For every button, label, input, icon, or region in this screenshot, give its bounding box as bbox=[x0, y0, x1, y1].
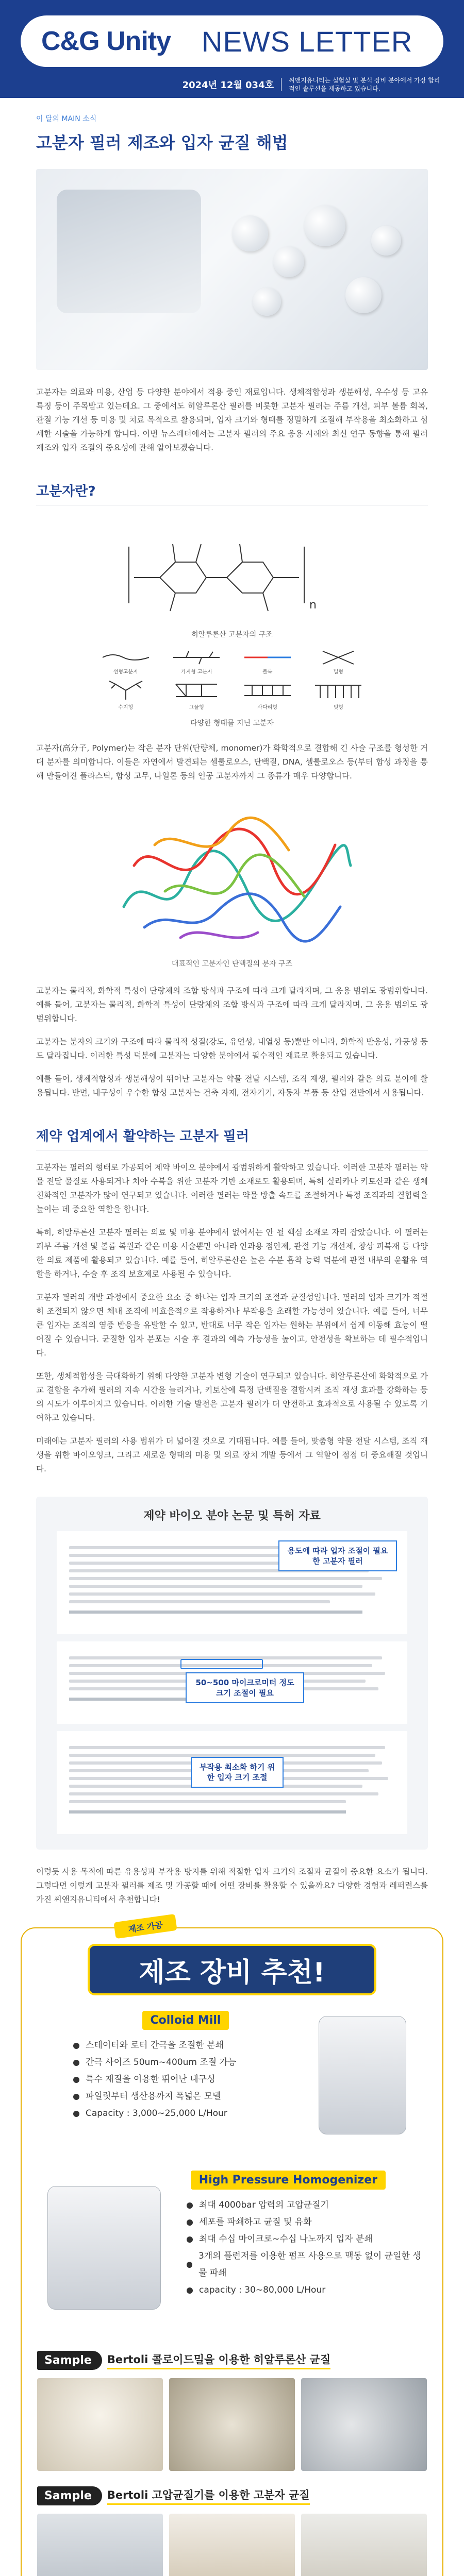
figure-caption: 히알루론산 고분자의 구조 bbox=[191, 631, 273, 639]
research-paper-box bbox=[36, 1497, 428, 1850]
callout-particle-control: 용도에 따라 입자 조절이 필요한 고분자 필러 bbox=[278, 1540, 397, 1571]
header-bar bbox=[21, 15, 443, 67]
bullet-icon bbox=[73, 2111, 79, 2117]
polymer-definition-text: 고분자(高分子, Polymer)는 작은 분자 단위(단량체, monomer)가 화학적으로 결합해 긴 사슬 구조를 형성한 거대 분자를 의미합니다. 이들은 자연에서 발견되는 셀룰로오스, 단백질, DNA, 셀룰로오스 등(부터 합성 과정을 통해 만들어진 플라스틱, 합성 고무, 나일론 등의 인공 고분자까지 그 종류가 매우 다양합니다. bbox=[36, 743, 428, 781]
polymer-shape bbox=[311, 680, 367, 710]
equipment-recommendation bbox=[21, 1919, 443, 2576]
bullet-icon bbox=[187, 2219, 193, 2226]
figure-protein-structure bbox=[36, 793, 428, 969]
spec-item: 특수 재질을 이용한 뛰어난 내구성 bbox=[73, 2071, 427, 2088]
homogenizer-specs bbox=[187, 2197, 427, 2299]
polymer-definition-paragraph bbox=[36, 741, 428, 783]
brand-logo: C&G Unity bbox=[41, 26, 171, 56]
shape-label: 수지형 bbox=[118, 705, 134, 710]
sample-image bbox=[301, 2378, 427, 2471]
polymer-properties-paragraph: 고분자는 물리적, 화학적 특성이 단량체의 조합 방식과 구조에 따라 크게 달라지며, 그 응용 범위도 광범위합니다. 예를 들어, 고분자는 물리적, 화학적 특성이 단량체의 조합 방식과 구조에 따라 크게 달라지며, 그 응용 범위도 광범위합니다. bbox=[36, 986, 428, 1023]
polymer-shape bbox=[98, 680, 154, 710]
bullet-icon bbox=[187, 2202, 193, 2209]
pill-image bbox=[304, 205, 345, 246]
homogenizer-title: High Pressure Homogenizer bbox=[191, 2171, 386, 2190]
hero-image bbox=[36, 169, 428, 370]
pill-image bbox=[253, 287, 281, 316]
spec-item: 최대 4000bar 압력의 고압균질기 bbox=[187, 2197, 427, 2214]
spec-item: capacity : 30~80,000 L/Hour bbox=[187, 2282, 427, 2299]
homogenizer-block bbox=[37, 2171, 427, 2335]
equipment-badge: 제조 가공 bbox=[113, 1914, 177, 1939]
shape-label: 가지형 고분자 bbox=[180, 669, 212, 675]
pharma-paragraph-6: 이렇듯 사용 목적에 따른 유용성과 부작용 방지를 위해 적절한 입자 크기의 조절과 균질이 중요한 요소가 됩니다. 그렇다면 이렇게 고분자 필러를 제조 및 가공할 때에 어떤 장비를 활용할 수 있을까요? 다양한 경험과 레퍼런스를 가진 씨앤지유니티에서 추천합니다! bbox=[36, 1867, 428, 1904]
sample-image bbox=[37, 2378, 163, 2471]
bullet-icon bbox=[73, 2043, 79, 2049]
issue-number: 2024년 12월 034호 bbox=[183, 78, 281, 91]
section-tag: 이 달의 MAIN 소식 bbox=[36, 115, 97, 123]
sample-description: Bertoli 콜로이드밀을 이용한 히알루론산 균질 bbox=[107, 2351, 330, 2369]
equipment-heading: 제조 장비 추천! bbox=[88, 1944, 376, 1995]
polymer-shape bbox=[169, 680, 225, 710]
sample-tag: Sample bbox=[37, 2351, 102, 2370]
intro-paragraph: 고분자는 의료와 미용, 산업 등 다양한 분야에서 적용 중인 재료입니다. 생체적합성과 생분해성, 우수성 등 고유 특징 등이 주목받고 있는데요. 그 중에서도 히알루론산 필러를 비롯한 고분자 필러는 주름 개선, 피부 볼륨 회복, 관절 기능 개선 등 미용 및 치료 목적으로 활용되며, 입자 크기와 형태를 정밀하게 조절해 부작용을 최소화하고 섬세한 시술을 가능하게 합니다. 이번 뉴스레터에서는 고분자 필러의 주요 응용 사례와 최신 연구 동향을 통해 필러 제조와 입자 조절의 중요성에 관해 알아보겠습니다. bbox=[36, 387, 428, 452]
polymer-shape bbox=[240, 680, 295, 710]
figure-caption: 대표적인 고분자인 단백질의 분자 구조 bbox=[171, 960, 293, 968]
sample-2-header bbox=[37, 2486, 427, 2505]
shape-label: 블록 bbox=[262, 669, 273, 675]
polymer-structure-paragraph: 고분자는 분자의 크기와 구조에 따라 물리적 성질(강도, 유연성, 내열성 등)뿐만 아니라, 화학적 반응성, 가공성 등도 달라집니다. 이러한 특성 덕분에 고분자는 다양한 분야에서 필수적인 재료로 활용되고 있습니다. bbox=[36, 1037, 428, 1060]
paper-excerpt-2 bbox=[57, 1641, 407, 1724]
pharma-paragraph-5: 미래에는 고분자 필러의 사용 범위가 더 넓어질 것으로 기대됩니다. 예를 들어, 맞춤형 약물 전달 시스템, 조직 재생을 위한 바이오잉크, 그리고 새로운 형태의 미용 및 의료 장치 개발 등에서 그 역할이 점점 더 중요해질 것입니다. bbox=[36, 1436, 428, 1473]
pharma-paragraph-1: 고분자는 필러의 형태로 가공되어 제약 바이오 분야에서 광범위하게 활약하고 있습니다. 이러한 고분자 필러는 약물 전달 물질로 사용되거나 치아 수복을 위한 고분자 기반 소재로도 활용되며, 특히 실리카나 키토산과 같은 생체 친화적인 고분자가 많이 연구되고 있습니다. 이러한 필러는 약물 방출 속도를 조절하거나 특정 조직과의 결합력을 높이는 데 중요한 역할을 합니다. bbox=[36, 1163, 428, 1214]
sample-image bbox=[169, 2514, 295, 2576]
protein-structure-image bbox=[103, 804, 361, 953]
figure-hyaluronic-structure bbox=[36, 516, 428, 639]
figure-caption: 다양한 형태를 지닌 고분자 bbox=[190, 719, 274, 727]
bullet-icon bbox=[187, 2287, 193, 2294]
colloid-mill-block bbox=[37, 2011, 427, 2171]
bullet-icon bbox=[73, 2094, 79, 2100]
article-content bbox=[0, 113, 464, 1907]
spec-item: 간극 사이즈 50um~400um 조절 가능 bbox=[73, 2054, 427, 2071]
newsletter-title: NEWS LETTER bbox=[202, 25, 413, 58]
issue-info bbox=[21, 76, 443, 93]
bullet-icon bbox=[187, 2236, 193, 2243]
shape-label: 별형 bbox=[333, 669, 343, 675]
polymer-shape bbox=[240, 650, 295, 675]
spec-item: 파일럿부터 생산용까지 폭넓은 모델 bbox=[73, 2088, 427, 2105]
issue-description: 씨앤지유니티는 실험실 및 분석 장비 분야에서 가장 합리적인 솔루션을 제공하고 있습니다. bbox=[289, 77, 440, 92]
sample-1-header bbox=[37, 2351, 427, 2370]
pill-image bbox=[345, 277, 382, 313]
paper-excerpt-1 bbox=[57, 1531, 407, 1634]
sample-image bbox=[301, 2514, 427, 2576]
pharma-paragraph-2: 특히, 히알루론산 고분자 필러는 의료 및 미용 분야에서 없어서는 안 될 핵심 소재로 자리 잡았습니다. 이 필러는 피부 주름 개선 및 볼륨 복원과 같은 미용 시술뿐만 아니라 안과용 점안제, 관절 기능 개선제, 창상 피복재 등 다양한 의료 제품에 활용되고 있습니다. 예를 들어, 히알루론산은 높은 수분 흡착 능력 덕분에 관절 내부의 윤활유 역할을 하거나, 수술 후 조직 보호제로 사용될 수 있습니다. bbox=[36, 1228, 428, 1279]
colloid-mill-title: Colloid Mill bbox=[142, 2011, 229, 2030]
sample-1-images bbox=[37, 2378, 427, 2471]
shape-label: 빗형 bbox=[333, 705, 343, 710]
pharma-paragraph-3: 고분자 필러의 개발 과정에서 중요한 요소 중 하나는 입자 크기의 조절과 균질성입니다. 필러의 입자 크기가 적절히 조절되지 않으면 체내 조직에 비효율적으로 작용하거나 부작용을 초래할 가능성이 있습니다. 예를 들어, 너무 큰 입자는 조직의 염증 반응을 유발할 수 있고, 반대로 너무 작은 입자는 원하는 부위에서 쉽게 이동해 효능이 떨어질 수 있습니다. 균질한 입자 분포는 시술 후 결과의 예측 가능성을 높이고, 안전성을 확보하는 데 필수적입니다. bbox=[36, 1293, 428, 1358]
spec-item: 3개의 플런저를 이용한 펌프 사용으로 맥동 없이 균일한 생물 파쇄 bbox=[187, 2248, 427, 2282]
colloid-mill-image bbox=[319, 2016, 406, 2134]
shape-label: 선형고분자 bbox=[113, 669, 138, 675]
sample-image bbox=[169, 2378, 295, 2471]
sample-tag: Sample bbox=[37, 2486, 102, 2505]
section-heading-pharma: 제약 업계에서 활약하는 고분자 필러 bbox=[36, 1129, 249, 1144]
paper-excerpt-3 bbox=[57, 1731, 407, 1834]
bullet-icon bbox=[187, 2262, 192, 2268]
bullet-icon bbox=[73, 2077, 79, 2083]
svg-text:n: n bbox=[309, 599, 317, 612]
homogenizer-image bbox=[47, 2186, 161, 2310]
pill-image bbox=[273, 246, 304, 277]
pill-image bbox=[371, 226, 401, 256]
pharma-paragraph-4: 또한, 생체적합성을 극대화하기 위해 다양한 고분자 변형 기술이 연구되고 있습니다. 히알루론산에 화학적으로 가교 결합을 추가해 필러의 지속 시간을 늘리거나, 키토산에 특정 단백질을 결합시켜 조직 재생 효과를 강화하는 등의 시도가 이루어지고 있습니다. 이러한 기술 발전은 고분자 필러가 더 안전하고 효과적으로 사용될 수 있도록 기여하고 있습니다. bbox=[36, 1371, 428, 1422]
header bbox=[0, 0, 464, 98]
bullet-icon bbox=[73, 2060, 79, 2066]
shape-label: 그물형 bbox=[189, 705, 204, 710]
polymer-shape bbox=[169, 650, 225, 675]
research-title: 제약 바이오 분야 논문 및 특허 자료 bbox=[143, 1510, 321, 1522]
hyaluronic-structure-diagram bbox=[124, 516, 340, 624]
spec-item: 세포를 파쇄하고 균질 및 유화 bbox=[187, 2214, 427, 2231]
sample-2-images bbox=[37, 2514, 427, 2576]
polymer-shape bbox=[98, 650, 154, 675]
shape-label: 사다리형 bbox=[257, 705, 278, 710]
highlight-mark bbox=[180, 1659, 263, 1669]
section-heading-polymer: 고분자란? bbox=[36, 484, 96, 499]
sample-description: Bertoli 고압균질기를 이용한 고분자 균질 bbox=[107, 2487, 310, 2505]
spec-item: 최대 수십 마이크로~수십 나노까지 입자 분쇄 bbox=[187, 2231, 427, 2248]
callout-side-effect: 부작용 최소화 하기 위한 입자 크기 조절 bbox=[191, 1757, 284, 1788]
pill-image bbox=[232, 215, 268, 251]
blister-pack-image bbox=[57, 190, 201, 313]
polymer-applications-paragraph: 예를 들어, 생체적합성과 생분해성이 뛰어난 고분자는 약물 전달 시스템, 조직 재생, 필러와 같은 의료 분야에 활용됩니다. 반면, 내구성이 우수한 합성 고분자는 건축 자재, 전자기기, 자동차 부품 등 산업 전반에서 사용됩니다. bbox=[36, 1074, 428, 1097]
sample-image bbox=[37, 2514, 163, 2576]
figure-polymer-shapes bbox=[36, 650, 428, 728]
callout-size-range: 50~500 마이크로미터 정도 크기 조절이 필요 bbox=[186, 1672, 304, 1703]
spec-item: Capacity : 3,000~25,000 L/Hour bbox=[73, 2105, 427, 2122]
article-title: 고분자 필러 제조와 입자 균질 해법 bbox=[36, 133, 288, 152]
polymer-shape bbox=[311, 650, 367, 675]
spec-item: 스테이터와 로터 간극을 조절한 분쇄 bbox=[73, 2037, 427, 2054]
